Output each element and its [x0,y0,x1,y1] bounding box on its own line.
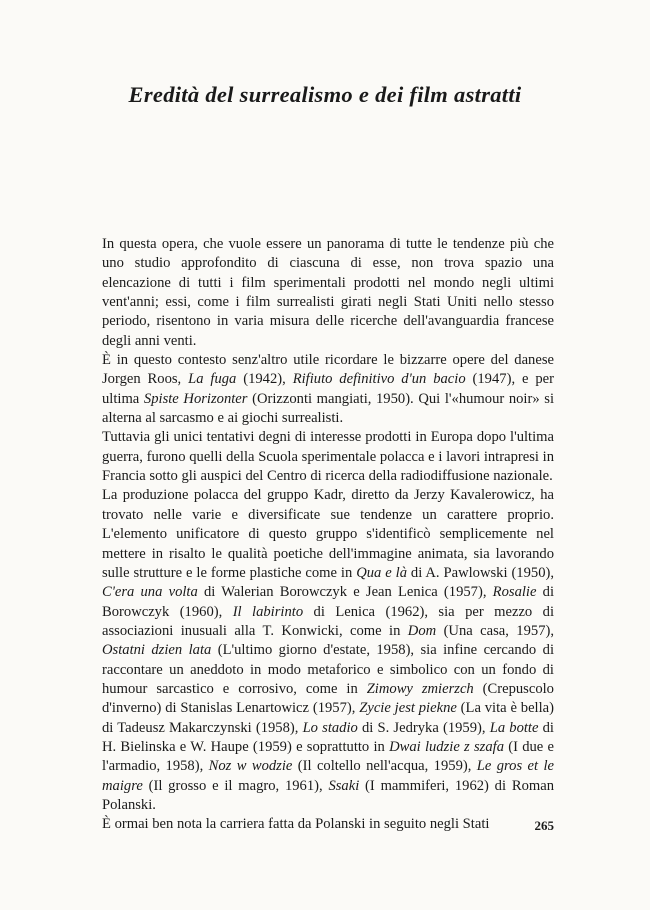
text-run: È ormai ben nota la carriera fatta da Polanski in seguito negli Stati [102,816,490,833]
text-run: (Il grosso e il magro, 1961), [142,777,329,794]
italic-title: Rifiuto definitivo d'un bacio [292,371,466,388]
paragraph [102,486,554,815]
italic-title: Qua e là [356,564,407,581]
text-run: (Una casa, 1957), [436,622,555,639]
text-run: (Crepuscolo d'inverno) di Stanislas Lenartowicz (1957), [102,680,554,717]
italic-title: La fuga [188,371,237,388]
paragraph [102,815,554,834]
text-run: di A. Pawlowski (1950), [407,564,554,581]
italic-title: Ssaki [328,777,360,794]
text-run: (I mammiferi, 1962) di Roman Polanski. [102,777,554,813]
italic-title: C'era una volta [102,584,198,601]
text-run: di Walerian Borowczyk e Jean Lenica (1957), [197,584,493,601]
text-run: (1947), e per ultima [102,371,554,407]
paragraph [102,428,554,486]
text-run: di Borowczyk (1960), [102,584,554,620]
paragraph [102,235,554,351]
body-text [102,235,554,835]
text-run: In questa opera, che vuole essere un panorama di tutte le tendenze più che uno studio approfondito di ciascuna di esse, non trova spazio una elencazione di tutti i film sperimentali prodotti nel mondo negli ultimi vent'anni; essi, come i film surrealisti girati negli Stati Uniti nello stesso periodo, risentono in varia misura delle ricerche dell'avanguardia francese degli anni venti. [102,236,554,349]
text-run: La produzione polacca del gruppo Kadr, diretto da Jerzy Kavalerowicz, ha trovato nelle varie e diversificate sue tendenze un carattere proprio. L'elemento unificatore di questo gruppo s'identificò semplicemente nel mettere in risalto le qualità poetiche dell'immagine animata, sia lavorando sulle strutture e le forme plastiche come in [102,487,554,581]
italic-title: Spiste Horizonter [143,390,248,407]
italic-title: Zycie jest piekne [359,700,457,717]
text-run: (La vita è bella) di Tadeusz Makarczynski (1958), [102,700,554,736]
italic-title: Noz w wodzie [208,758,293,775]
italic-title: Il labirinto [232,603,304,620]
text-run: (L'ultimo giorno d'estate, 1958), sia infine cercando di raccontare un aneddoto in modo metaforico e simbolico con un fondo di humour sarcastico e corrosivo, come in [102,642,554,697]
text-run: di Lenica (1962), sia per mezzo di associazioni inusuali alla T. Konwicki, come in [102,603,554,639]
italic-title: La botte [489,719,539,736]
text-run: di H. Bielinska e W. Haupe (1959) e soprattutto in [102,719,554,755]
italic-title: Dom [407,622,437,639]
italic-title: Ostatni dzien lata [102,642,212,659]
text-run: (I due e l'armadio, 1958), [102,738,555,775]
chapter-title: Eredità del surrealismo e dei film astratti [128,82,522,107]
paragraph [102,351,554,428]
text-run: È in questo contesto senz'altro utile ricordare le bizzarre opere del danese Jorgen Roos, [102,352,554,388]
text-run: (1942), [236,371,293,388]
text-run: (Orizzonti mangiati, 1950). Qui l'«humour noir» si alterna al sarcasmo e ai giochi surrealisti. [102,390,555,427]
text-run: di S. Jedryka (1959), [357,719,490,736]
text-run: Tuttavia gli unici tentativi degni di interesse prodotti in Europa dopo l'ultima guerra, furono quelli della Scuola sperimentale polacca e i lavori intrapresi in Francia sotto gli auspici del Centro di ricerca della radiodiffusione nazionale. [102,429,554,485]
italic-title: Lo stadio [302,719,358,736]
italic-title: Dwai ludzie z szafa [389,738,504,755]
text-run: (Il coltello nell'acqua, 1959), [292,758,477,775]
page-number: 265 [534,818,554,833]
italic-title: Rosalie [492,584,537,601]
italic-title: Zimowy zmierzch [366,680,474,697]
italic-title: Le gros et le maigre [102,758,555,794]
